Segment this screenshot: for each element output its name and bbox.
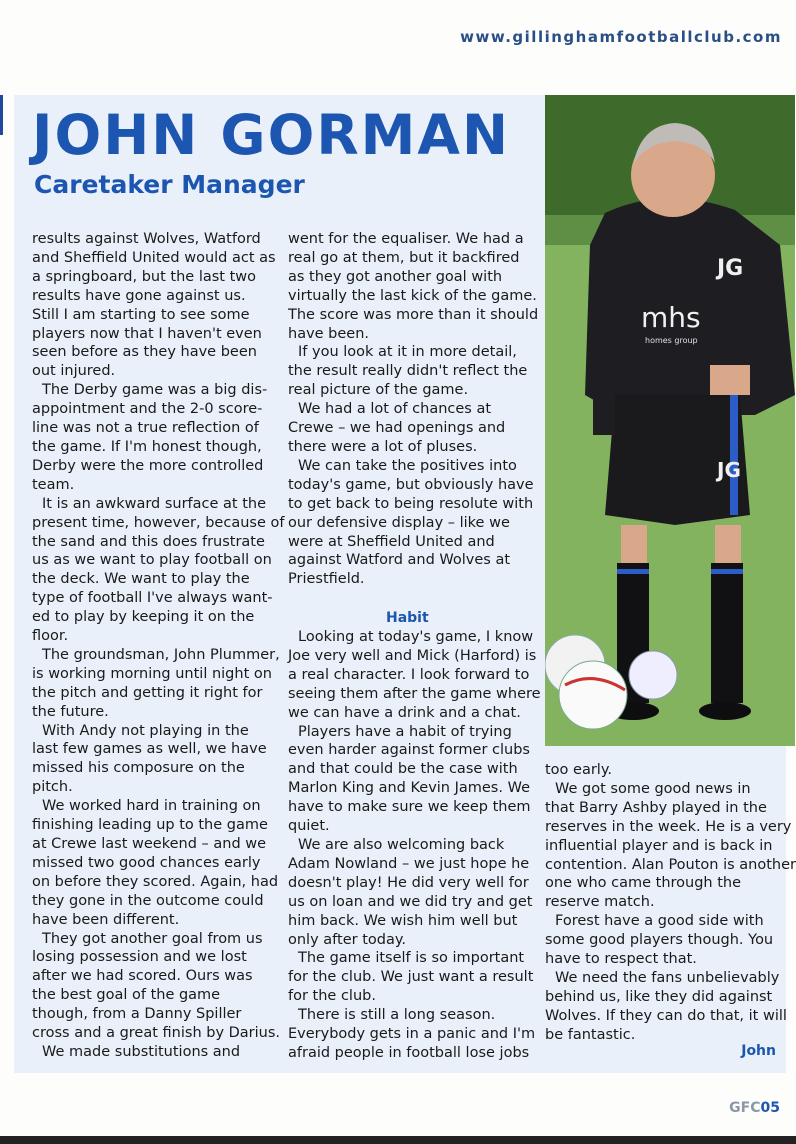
text-line: With Andy not playing in the xyxy=(42,722,249,739)
text-line: real picture of the game. xyxy=(288,382,469,399)
text-line: seeing them after the game where xyxy=(288,685,541,702)
text-line: influential player and is back in xyxy=(545,837,773,854)
text-line: have to make sure we keep them xyxy=(288,799,531,816)
site-url: www.gillinghamfootballclub.com xyxy=(460,28,782,46)
text-line: We got some good news in xyxy=(555,780,751,797)
text-line: Players have a habit of trying xyxy=(298,723,512,740)
text-line: cross and a great finish by Darius. xyxy=(32,1025,281,1042)
text-line: They got another goal from us xyxy=(42,930,263,947)
text-line: doesn't play! He did very well for xyxy=(288,874,529,891)
text-line: reserve match. xyxy=(545,894,655,911)
text-line: even harder against former clubs xyxy=(288,742,530,759)
text-line: though, from a Danny Spiller xyxy=(32,1006,242,1023)
text-line: and Sheffield United would act as xyxy=(32,249,276,266)
text-line: It is an awkward surface at the xyxy=(42,495,267,512)
page-number: 05 xyxy=(760,1100,780,1116)
text-line: Crewe – we had openings and xyxy=(288,420,506,437)
text-line: a real character. I look forward to xyxy=(288,666,530,683)
text-line: missed his composure on the xyxy=(32,760,245,777)
text-line: players now that I haven't even xyxy=(32,325,262,342)
text-line: the game. If I'm honest though, xyxy=(32,438,262,455)
text-line: today's game, but obviously have xyxy=(288,476,534,493)
text-line: floor. xyxy=(32,628,69,645)
text-line: We can take the positives into xyxy=(298,457,517,474)
body-column-3 xyxy=(545,761,796,1045)
football-3 xyxy=(629,651,677,699)
text-line: results have gone against us. xyxy=(32,287,246,304)
text-line: one who came through the xyxy=(545,875,742,892)
text-line: Forest have a good side with xyxy=(555,913,764,930)
text-line: out injured. xyxy=(32,363,116,380)
section-subheading: Habit xyxy=(386,610,429,626)
text-line: the pitch and getting it right for xyxy=(32,684,263,701)
text-line: for the club. xyxy=(288,988,376,1005)
text-line: after we had scored. Ours was xyxy=(32,968,253,985)
text-line: there were a lot of pluses. xyxy=(288,438,478,455)
manager-photo xyxy=(545,95,795,746)
right-boot xyxy=(699,702,751,720)
text-line: The score was more than it should xyxy=(288,306,539,323)
text-line: Derby were the more controlled xyxy=(32,457,264,474)
edge-accent-bar xyxy=(0,95,3,135)
sponsor-subtext: homes group xyxy=(645,336,698,345)
text-line: We had a lot of chances at xyxy=(298,401,492,418)
text-line: results against Wolves, Watford xyxy=(32,231,261,247)
text-line: team. xyxy=(32,476,75,493)
text-line: contention. Alan Pouton is another xyxy=(545,856,796,873)
text-line: line was not a true reflection of xyxy=(32,420,259,437)
body-column-2b xyxy=(288,628,541,1063)
text-line: appointment and the 2-0 score- xyxy=(32,401,263,418)
text-line: the future. xyxy=(32,703,109,720)
text-line: The groundsman, John Plummer, xyxy=(42,646,280,663)
text-line: missed two good chances early xyxy=(32,854,261,871)
text-line: for the club. We just want a result xyxy=(288,969,534,986)
text-line: the result really didn't reflect the xyxy=(288,363,528,380)
shorts-initials: JG xyxy=(717,458,741,482)
text-line: Joe very well and Mick (Harford) is xyxy=(288,647,537,664)
text-line: We need the fans unbelievably xyxy=(555,969,780,986)
text-line: The Derby game was a big dis- xyxy=(42,382,268,399)
text-line: that Barry Ashby played in the xyxy=(545,799,767,816)
text-line: We worked hard in training on xyxy=(42,798,261,815)
text-line: went for the equaliser. We had a xyxy=(288,231,524,247)
author-signature: John xyxy=(741,1043,776,1059)
text-line: were at Sheffield United and xyxy=(288,533,495,550)
text-line: some good players though. You xyxy=(545,932,774,949)
right-sock xyxy=(711,563,743,703)
footer-prefix: GFC xyxy=(729,1100,761,1116)
text-line: be fantastic. xyxy=(545,1026,636,1043)
text-line: real go at them, but it backfired xyxy=(288,249,520,266)
text-line: us as we want to play football on xyxy=(32,552,272,569)
text-line: to get back to being resolute with xyxy=(288,495,534,512)
text-line: us on loan and we did try and get xyxy=(288,893,533,910)
text-line: Priestfield. xyxy=(288,571,365,588)
page-footer xyxy=(729,1100,780,1116)
text-line: quiet. xyxy=(288,818,330,835)
text-line: Wolves. If they can do that, it will xyxy=(545,1007,787,1024)
text-line: We made substitutions and xyxy=(42,1043,241,1060)
text-line: only after today. xyxy=(288,931,406,948)
text-line: against Watford and Wolves at xyxy=(288,552,511,569)
scan-edge xyxy=(0,1136,796,1144)
text-line: Everybody gets in a panic and I'm xyxy=(288,1026,536,1043)
text-line: they gone in the outcome could xyxy=(32,892,264,909)
shirt-initials: JG xyxy=(717,256,744,281)
article-title: JOHN GORMAN xyxy=(32,103,511,167)
text-line: at Crewe last weekend – and we xyxy=(32,836,267,852)
text-line: the sand and this does frustrate xyxy=(32,533,265,550)
text-line: our defensive display – like we xyxy=(288,514,510,531)
text-line: reserves in the week. He is a very xyxy=(545,818,792,835)
text-line: afraid people in football lose jobs xyxy=(288,1044,530,1061)
text-line: type of football I've always want- xyxy=(32,590,273,607)
text-line: Adam Nowland – we just hope he xyxy=(288,855,530,872)
shirt-sponsor: mhs xyxy=(641,301,701,334)
text-line: Marlon King and Kevin James. We xyxy=(288,780,530,797)
text-line: virtually the last kick of the game. xyxy=(288,287,537,304)
text-line: have been. xyxy=(288,325,370,342)
text-line: last few games as well, we have xyxy=(32,741,267,758)
text-line: pitch. xyxy=(32,779,73,796)
text-line: is working morning until night on xyxy=(32,665,272,682)
text-line: as they got another goal with xyxy=(288,268,503,285)
text-line: ed to play by keeping it on the xyxy=(32,609,255,626)
text-line: finishing leading up to the game xyxy=(32,817,268,834)
text-line: Still I am starting to see some xyxy=(32,306,250,323)
text-line: Looking at today's game, I know xyxy=(298,629,534,645)
text-line: have been different. xyxy=(32,911,180,928)
football-2 xyxy=(559,661,627,729)
text-line: a springboard, but the last two xyxy=(32,268,256,285)
text-line: There is still a long season. xyxy=(298,1007,496,1024)
text-line: and that could be the case with xyxy=(288,761,518,778)
text-line: If you look at it in more detail, xyxy=(298,344,517,361)
text-line: the best goal of the game xyxy=(32,987,221,1004)
article-subtitle: Caretaker Manager xyxy=(34,170,305,199)
text-line: too early. xyxy=(545,762,612,778)
text-line: we can have a drink and a chat. xyxy=(288,704,521,721)
text-line: seen before as they have been xyxy=(32,344,257,361)
body-column-2a xyxy=(288,230,539,589)
text-line: The game itself is so important xyxy=(298,950,525,967)
text-line: We are also welcoming back xyxy=(298,836,505,853)
text-line: the deck. We want to play the xyxy=(32,571,250,588)
text-line: have to respect that. xyxy=(545,951,697,968)
text-line: losing possession and we lost xyxy=(32,949,247,966)
text-line: behind us, like they did against xyxy=(545,988,773,1005)
text-line: him back. We wish him well but xyxy=(288,912,518,929)
text-line: present time, however, because of xyxy=(32,514,285,531)
body-column-1 xyxy=(32,230,285,1062)
text-line: on before they scored. Again, had xyxy=(32,873,279,890)
